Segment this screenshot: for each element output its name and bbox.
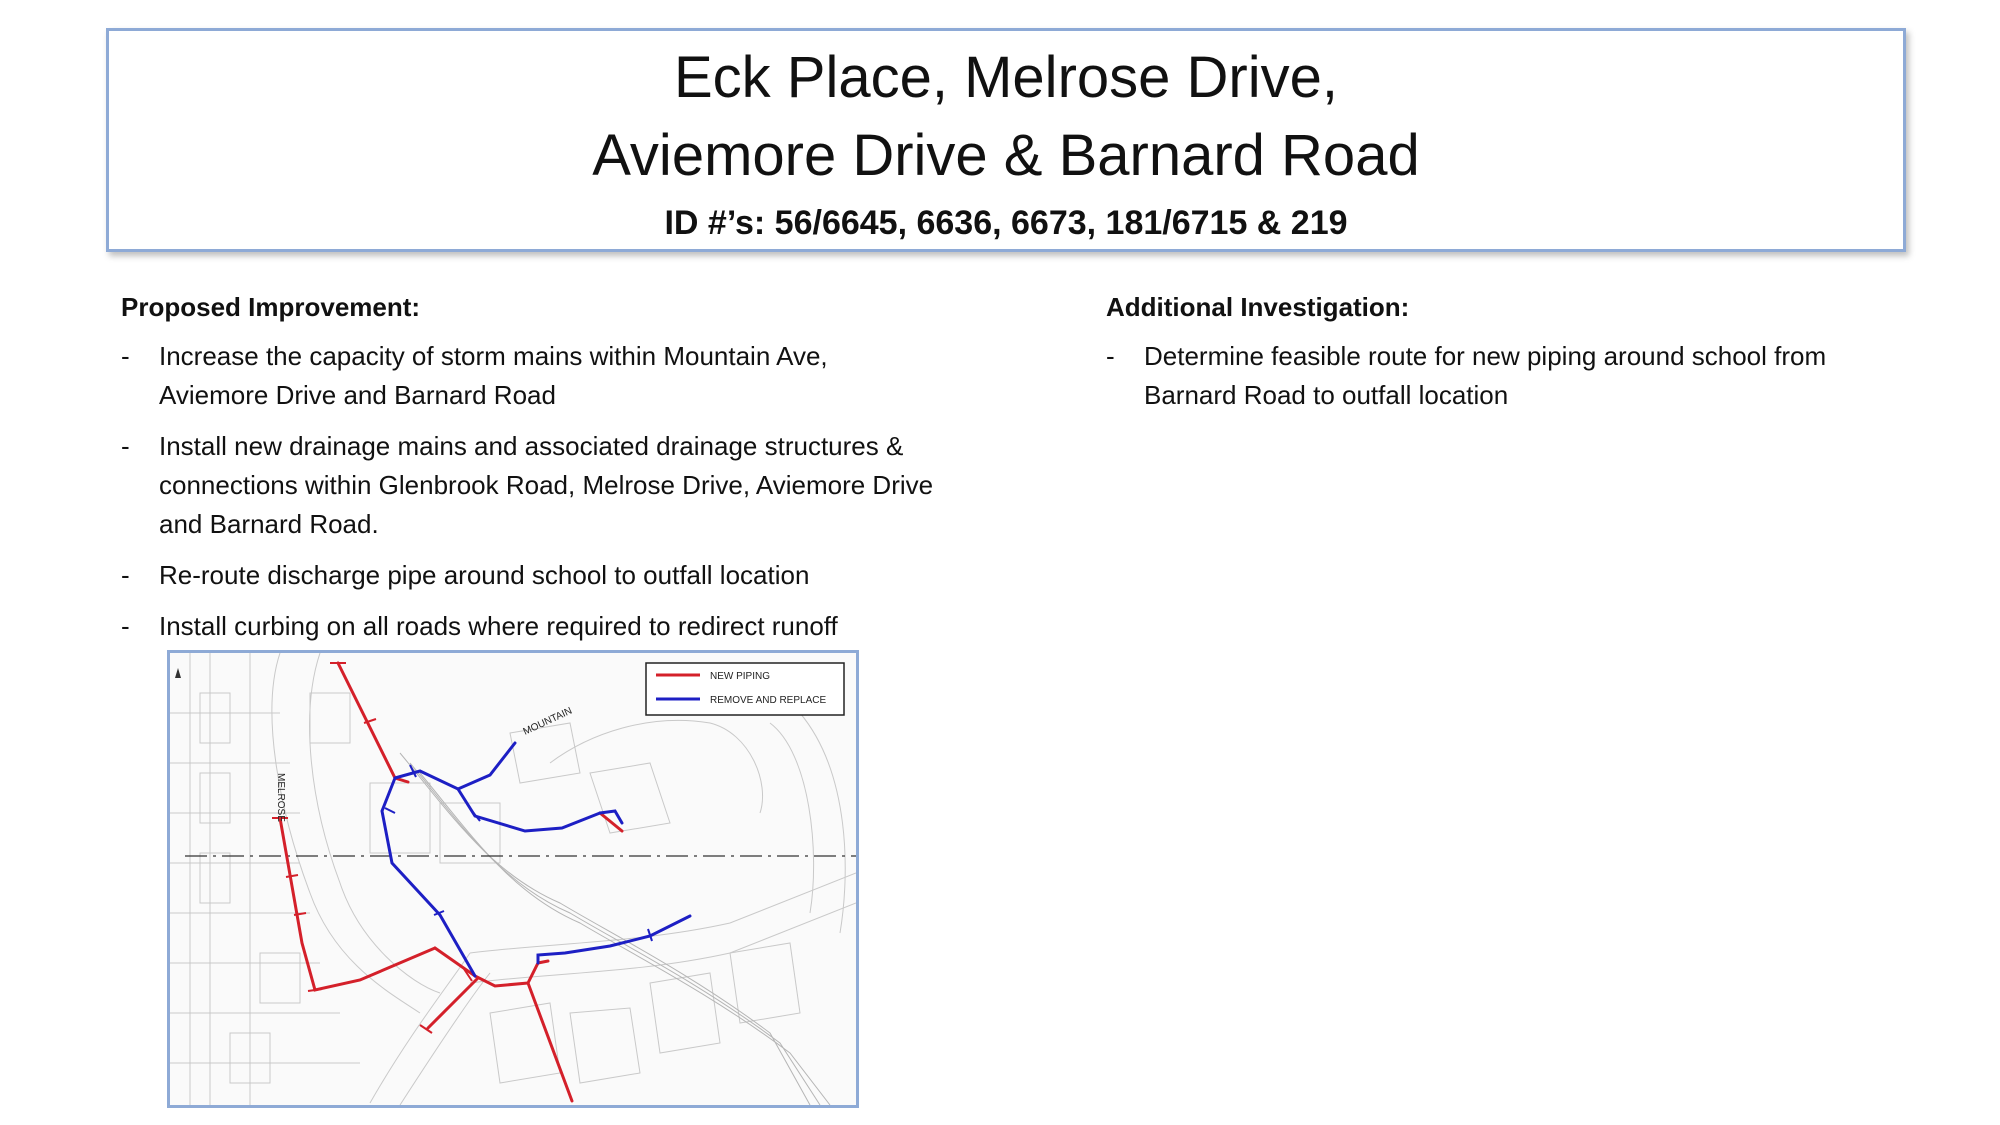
proposed-improvement-section: [121, 292, 1001, 658]
list-item: [121, 337, 919, 415]
creek-hatch: [400, 753, 830, 1105]
bullet-dash: -: [121, 341, 130, 371]
bullet-dash: -: [1106, 341, 1115, 371]
list-item: [121, 607, 1001, 646]
bullet-dash: -: [121, 560, 130, 590]
list-item-text: Increase the capacity of storm mains within Mountain Ave, Aviemore Drive and Barnard Road: [159, 341, 828, 410]
map-legend: [646, 663, 844, 715]
proposed-improvement-list: [121, 337, 1001, 646]
legend-new-piping-label: NEW PIPING: [710, 671, 771, 682]
legend-remove-replace-label: REMOVE AND REPLACE: [710, 695, 827, 706]
new-piping-structures: [272, 663, 472, 1033]
title-box: [106, 28, 1906, 252]
bullet-dash: -: [121, 431, 130, 461]
list-item-text: Install curbing on all roads where required to redirect runoff: [159, 611, 838, 641]
street-label: MELROSE: [275, 773, 286, 822]
project-ids: ID #’s: 56/6645, 6636, 6673, 181/6715 & 219: [664, 204, 1348, 242]
additional-investigation-list: [1106, 337, 1966, 415]
additional-investigation-heading: Additional Investigation:: [1106, 292, 1410, 322]
remove-replace-lines: [382, 743, 690, 976]
additional-investigation-section: [1106, 292, 1966, 427]
site-plan-map: [167, 650, 859, 1108]
site-plan-drawing: [170, 653, 856, 1105]
list-item-text: Install new drainage mains and associated drainage structures & connections within Glenbrook Road, Melrose Drive, Aviemore Drive and Barnard Road.: [159, 431, 934, 539]
list-item: [1106, 337, 1924, 415]
page-title-line-1: Eck Place, Melrose Drive,: [674, 45, 1338, 110]
list-item-text: Determine feasible route for new piping around school from Barnard Road to outfall location: [1144, 341, 1827, 410]
north-arrow-icon: [175, 668, 181, 678]
list-item: [121, 556, 1001, 595]
street-label: MOUNTAIN: [521, 705, 574, 738]
proposed-improvement-heading: Proposed Improvement:: [121, 292, 421, 322]
page-title-line-2: Aviemore Drive & Barnard Road: [592, 123, 1420, 188]
list-item-text: Re-route discharge pipe around school to outfall location: [159, 560, 810, 590]
bullet-dash: -: [121, 611, 130, 641]
list-item: [121, 427, 959, 544]
